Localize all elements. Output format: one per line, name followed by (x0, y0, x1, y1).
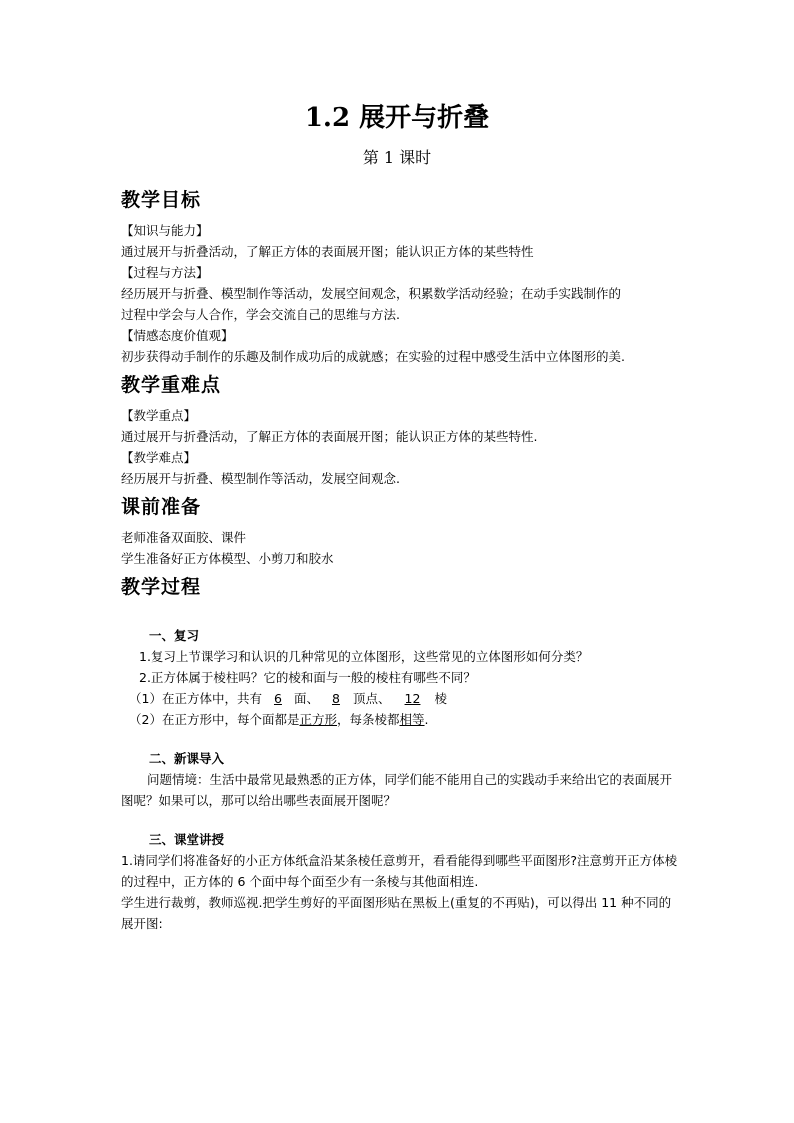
q2b-end: . (424, 712, 429, 727)
lecture-text-2: 学生进行裁剪，教师巡视.把学生剪好的平面图形贴在黑板上(重复的不再贴)，可以得出 11 种不同的展开图: (121, 895, 672, 931)
vertices-count-blank: 8 (332, 691, 340, 706)
lesson-period: 第 1 课时 (362, 148, 432, 167)
review-question-2: 2.正方体属于棱柱吗？它的棱和面与一般的棱柱有哪些不同？ (139, 670, 476, 685)
difficulty-label: 【教学难点】 (121, 450, 197, 465)
document-body (121, 186, 681, 934)
emotion-text: 初步获得动手制作的乐趣及制作成功后的成就感；在实验的过程中感受生活中立体图形的美. (121, 349, 625, 364)
focus-label: 【教学重点】 (121, 408, 197, 423)
lecture-label: 三、课堂讲授 (149, 832, 225, 847)
answer-square: 正方形 (299, 712, 337, 727)
emotion-label: 【情感态度价值观】 (121, 328, 234, 343)
process-method-line-1: 经历展开与折叠、模型制作等活动，发展空间观念，积累数学活动经验；在动手实践制作的 (121, 286, 622, 301)
review-question-2a (121, 688, 681, 709)
focus-text: 通过展开与折叠活动，了解正方体的表面展开图；能认识正方体的某些特性. (121, 429, 538, 444)
intro-text: 问题情境：生活中最常见最熟悉的正方体，同学们能不能用自己的实践动手来给出它的表面展开图呢？如果可以，那可以给出哪些表面展开图呢？ (121, 772, 673, 808)
knowledge-text: 通过展开与折叠活动，了解正方体的表面展开图；能认识正方体的某些特性 (121, 244, 534, 259)
answer-equal: 相等 (399, 712, 425, 727)
process-method-label: 【过程与方法】 (121, 265, 209, 280)
document-title: 1.2 展开与折叠 (304, 103, 490, 133)
review-question-1: 1.复习上节课学习和认识的几种常见的立体图形，这些常见的立体图形如何分类？ (139, 649, 589, 664)
edges-count-blank: 12 (404, 691, 421, 706)
knowledge-label: 【知识与能力】 (121, 223, 209, 238)
key-points-heading: 教学重难点 (121, 374, 222, 396)
process-method-line-2: 过程中学会与人合作，学会交流自己的思维与方法. (121, 307, 400, 322)
faces-count-blank: 6 (273, 691, 282, 706)
review-label: 一、复习 (149, 628, 200, 643)
edges-unit: 棱 (434, 691, 448, 706)
vertices-unit: 顶点、 (352, 691, 391, 706)
process-heading: 教学过程 (121, 576, 202, 598)
q2b-middle: ，每条棱都 (336, 712, 400, 727)
lecture-text-1: 1.请同学们将准备好的小正方体纸盒沿某条棱任意剪开，看看能得到哪些平面图形?注意剪开正方体棱的过程中，正方体的 6 个面中每个面至少有一条棱与其他面相连. (121, 853, 678, 889)
faces-unit: 面、 (293, 691, 319, 706)
q2b-prefix: （2）在正方形中，每个面都是 (129, 712, 300, 727)
difficulty-text: 经历展开与折叠、模型制作等活动，发展空间观念. (121, 471, 400, 486)
preparation-heading: 课前准备 (121, 496, 202, 518)
student-preparation: 学生准备好正方体模型、小剪刀和胶水 (121, 551, 334, 566)
review-question-2b (121, 709, 681, 730)
intro-label: 二、新课导入 (149, 751, 225, 766)
objectives-heading: 教学目标 (121, 189, 202, 211)
teacher-preparation: 老师准备双面胶、课件 (121, 530, 247, 545)
q2a-prefix: （1）在正方体中，共有 (129, 691, 262, 706)
